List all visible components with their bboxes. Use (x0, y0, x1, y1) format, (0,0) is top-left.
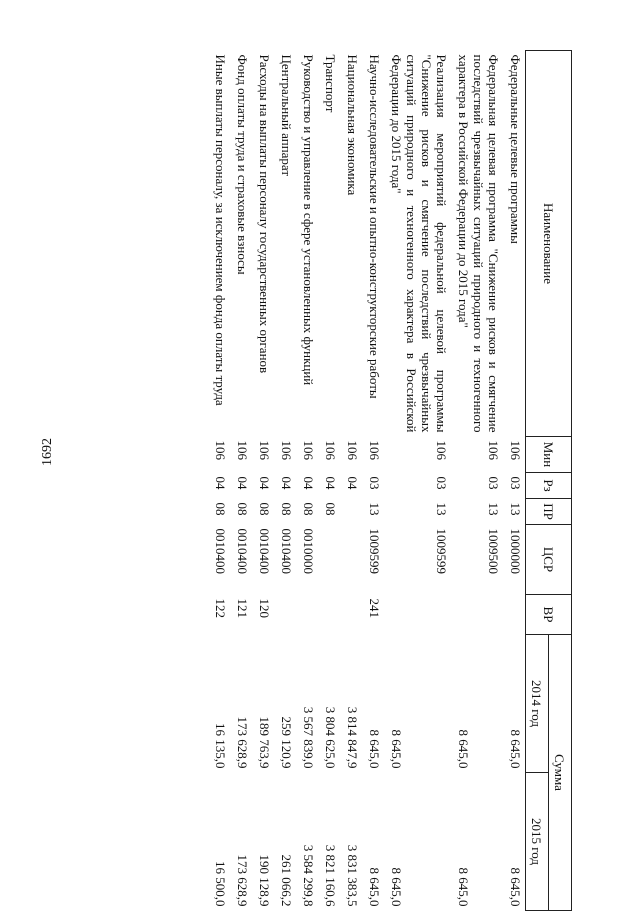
cell-rz: 04 (213, 476, 228, 490)
cell-y2015: 3 831 383,5 (345, 844, 360, 907)
cell-min: 106 (279, 440, 294, 460)
cell-pr: 08 (235, 502, 250, 516)
cell-vr (384, 595, 451, 635)
budget-table (208, 50, 572, 911)
cell-min: 106 (213, 440, 228, 460)
cell-pr: 08 (301, 502, 316, 516)
header-rz: Рз (526, 473, 572, 499)
cell-csr (318, 525, 340, 595)
table-row (362, 51, 384, 911)
cell-pr: 13 (434, 502, 449, 516)
cell-y2015: 8 645,0 (389, 867, 404, 907)
cell-name: Центральный аппарат (279, 54, 294, 177)
cell-rz: 03 (367, 476, 382, 490)
table-body (208, 51, 526, 911)
cell-y2015: 261 066,2 (279, 854, 294, 907)
cell-csr: 0010000 (301, 528, 316, 574)
cell-min: 106 (486, 440, 501, 460)
cell-rz: 04 (301, 476, 316, 490)
cell-y2015: 8 645,0 (456, 867, 471, 907)
cell-y2015: 190 128,9 (257, 854, 272, 907)
cell-name: Руководство и управление в сфере установленных функций (301, 54, 316, 386)
cell-y2014: 259 120,9 (279, 716, 294, 769)
header-csr: ЦСР (526, 525, 572, 595)
table-row (208, 51, 230, 911)
table-row (340, 51, 362, 911)
cell-y2014: 8 645,0 (367, 729, 382, 769)
cell-pr: 08 (213, 502, 228, 516)
cell-name: Транспорт (323, 54, 338, 113)
cell-rz: 04 (323, 476, 338, 490)
cell-pr: 08 (257, 502, 272, 516)
table-row (230, 51, 252, 911)
cell-rz: 03 (486, 476, 501, 490)
cell-min: 106 (257, 440, 272, 460)
table-row (252, 51, 274, 911)
table-row (384, 51, 451, 911)
cell-rz: 04 (235, 476, 250, 490)
cell-y2014: 8 645,0 (508, 729, 523, 769)
cell-vr (340, 595, 362, 635)
page-number: 1692 (40, 438, 55, 466)
cell-y2014: 8 645,0 (456, 729, 471, 769)
table-row (451, 51, 503, 911)
cell-name: Реализация мероприятий федеральной целевой программы "Снижение рисков и смягчение последствий чрезвычайных ситуаций природного и техногенного характера в Российской Федерации до 2015 года" (389, 54, 449, 433)
cell-rz: 03 (508, 476, 523, 490)
cell-y2014: 16 135,0 (213, 723, 228, 769)
cell-y2014: 173 628,9 (235, 716, 250, 769)
cell-y2014: 8 645,0 (389, 729, 404, 769)
cell-name: Расходы на выплаты персоналу государственных органов (257, 54, 272, 374)
cell-vr (318, 595, 340, 635)
cell-min: 106 (235, 440, 250, 460)
cell-y2015: 8 645,0 (367, 867, 382, 907)
cell-y2015: 3 584 299,8 (301, 844, 316, 907)
cell-vr (296, 595, 318, 635)
cell-vr: 122 (213, 598, 228, 618)
cell-min: 106 (345, 440, 360, 460)
cell-csr: 0010400 (257, 528, 272, 574)
cell-y2014: 3 804 625,0 (323, 706, 338, 769)
cell-y2015: 3 821 160,6 (323, 844, 338, 907)
header-pr: ПР (526, 499, 572, 525)
header-2014: 2014 год (526, 635, 549, 773)
table-row (503, 51, 526, 911)
cell-min: 106 (434, 440, 449, 460)
cell-csr: 0010400 (213, 528, 228, 574)
cell-y2015: 8 645,0 (508, 867, 523, 907)
rotated-page (60, 50, 572, 910)
cell-vr: 121 (235, 598, 250, 618)
table-row (274, 51, 296, 911)
cell-vr: 241 (367, 598, 382, 618)
cell-pr: 13 (486, 502, 501, 516)
cell-min: 106 (301, 440, 316, 460)
cell-pr: 13 (367, 502, 382, 516)
cell-min: 106 (508, 440, 523, 460)
cell-name: Национальная экономика (345, 54, 360, 196)
header-vr: ВР (526, 595, 572, 635)
cell-min: 106 (367, 440, 382, 460)
cell-min: 106 (323, 440, 338, 460)
cell-vr (451, 595, 503, 635)
cell-rz: 04 (279, 476, 294, 490)
cell-csr: 0010400 (279, 528, 294, 574)
cell-csr (340, 525, 362, 595)
cell-pr (340, 499, 362, 525)
cell-pr: 08 (279, 502, 294, 516)
cell-name: Научно-исследовательские и опытно-конструкторские работы (367, 54, 382, 399)
cell-name: Федеральная целевая программа "Снижение рисков и смягчение последствий чрезвычайных ситуаций природного и техногенного характера в Российской Федерации до 2015 года" (456, 54, 501, 433)
header-name: Наименование (526, 51, 572, 437)
cell-csr: 1000000 (508, 528, 523, 574)
cell-name: Фонд оплаты труда и страховые взносы (235, 54, 250, 275)
table-row (296, 51, 318, 911)
header-2015: 2015 год (526, 773, 549, 911)
cell-csr: 1009599 (434, 528, 449, 574)
cell-pr: 08 (323, 502, 338, 516)
cell-rz: 03 (434, 476, 449, 490)
cell-y2014: 3 814 847,9 (345, 706, 360, 769)
cell-csr: 1009500 (486, 528, 501, 574)
cell-y2014: 189 763,9 (257, 716, 272, 769)
header-min: Мин (526, 437, 572, 473)
cell-y2014: 3 567 839,0 (301, 706, 316, 769)
cell-vr (503, 595, 526, 635)
cell-rz: 04 (345, 476, 360, 490)
header-sum: Сумма (549, 635, 572, 911)
cell-y2015: 173 628,9 (235, 854, 250, 907)
cell-csr: 1009599 (367, 528, 382, 574)
cell-csr: 0010400 (235, 528, 250, 574)
cell-name: Федеральные целевые программы (508, 54, 523, 244)
cell-rz: 04 (257, 476, 272, 490)
cell-pr: 13 (508, 502, 523, 516)
cell-name: Иные выплаты персоналу, за исключением фонда оплаты труда (213, 54, 228, 406)
cell-vr (274, 595, 296, 635)
table-row (318, 51, 340, 911)
cell-y2015: 16 500,0 (213, 861, 228, 907)
cell-vr: 120 (257, 598, 272, 618)
